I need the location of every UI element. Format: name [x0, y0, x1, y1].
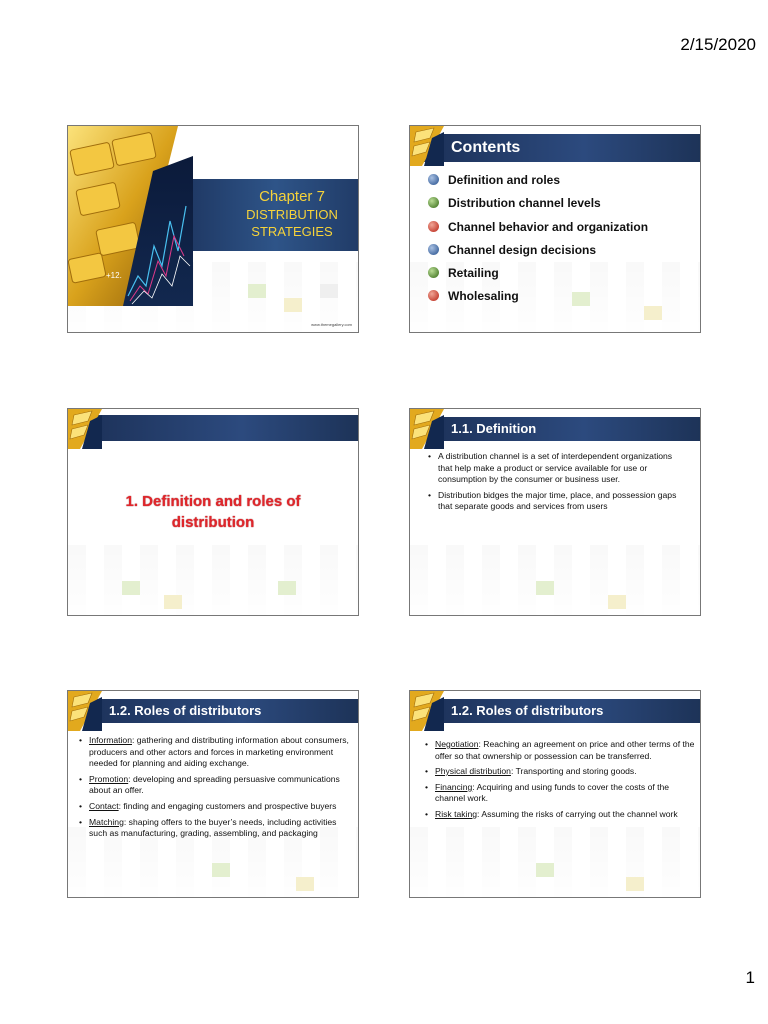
bullet-term: Negotiation [435, 739, 479, 749]
bullet-term: Financing [435, 781, 473, 792]
bullet-item [77, 817, 352, 840]
slide-header-bar [410, 417, 700, 441]
slide-header-bar [68, 415, 358, 441]
gold-bars-image [68, 126, 193, 306]
bullet-item [423, 782, 695, 805]
slide-section-title [67, 408, 359, 616]
website-credit: www.themegallery.com [311, 322, 352, 327]
contents-item-label: Channel behavior and organization [448, 219, 649, 234]
checkered-background [410, 545, 700, 615]
bullet-term: Matching [89, 816, 124, 827]
bullet-term: Physical distribution [435, 766, 511, 777]
chapter-label: Chapter 7 [259, 188, 325, 205]
roles-bullet-list [423, 739, 695, 825]
contents-item-label: Wholesaling [448, 289, 519, 304]
gold-bars-logo-icon [68, 409, 102, 449]
slide-header-bar [410, 699, 700, 723]
bullet-text: : Transporting and storing goods. [510, 766, 637, 777]
bullet-text: : shaping offers to the buyer’s needs, including activities such as manufacturing, grading, assembling, and packaging [89, 816, 337, 839]
bullet-icon [428, 244, 439, 255]
gold-bars-logo-icon [410, 126, 444, 166]
bullet-item [77, 774, 352, 797]
contents-item[interactable] [428, 288, 648, 311]
chapter-title [218, 206, 359, 240]
bullet-term: Risk taking [435, 808, 478, 819]
bullet-text: : Assuming the risks of carrying out the channel work [477, 808, 678, 819]
gold-bars-logo-icon [410, 691, 444, 731]
slide-header-bar [410, 134, 700, 162]
section-title [98, 491, 328, 533]
roles-bullet-list [77, 735, 352, 844]
bullet-icon [428, 197, 439, 208]
slide-title: 1.1. Definition [451, 421, 537, 436]
contents-item[interactable] [428, 219, 648, 242]
bullet-item [423, 739, 695, 762]
bullet-icon [428, 290, 439, 301]
chapter-title-line-1: DISTRIBUTION [246, 207, 338, 222]
bullet-text: : gathering and distributing information about consumers, producers and other actors and forces in marketing environment needed for planning and aiding exchange. [89, 735, 349, 769]
contents-item-label: Retailing [448, 266, 499, 281]
gold-bars-logo-icon [68, 691, 102, 731]
contents-item[interactable] [428, 172, 648, 195]
slide-title: 1.2. Roles of distributors [451, 703, 604, 718]
bullet-term: Promotion [89, 773, 129, 784]
svg-text:+12.: +12. [106, 271, 122, 280]
contents-item[interactable] [428, 242, 648, 265]
section-title-line-1: 1. Definition and roles of [125, 493, 301, 510]
bullet-icon [428, 221, 439, 232]
bullet-item [423, 809, 695, 821]
bullet-icon [428, 267, 439, 278]
bullet-item [423, 766, 695, 778]
bullet-text: : developing and spreading persuasive communications about an offer. [89, 773, 340, 796]
bullet-text: : finding and engaging customers and prospective buyers [118, 800, 337, 811]
print-date: 2/15/2020 [680, 35, 756, 54]
slide-title: 1.2. Roles of distributors [109, 703, 262, 718]
checkered-background [68, 545, 358, 615]
slide-header-bar [68, 699, 358, 723]
slide-roles-2 [409, 690, 701, 898]
bullet-item: • A distribution channel is a set of interdependent organizations that help make a product or service available for use or consumption by the consumer or business user. [426, 451, 688, 486]
contents-item-label: Channel design decisions [448, 242, 597, 257]
gold-bars-logo-icon [410, 409, 444, 449]
bullet-item [77, 735, 352, 770]
bullet-term: Contact [89, 800, 119, 811]
definition-bullet-list [426, 451, 688, 517]
slide-definition [409, 408, 701, 616]
contents-item-label: Definition and roles [448, 173, 561, 187]
slide-roles-1 [67, 690, 359, 898]
section-title-line-2: distribution [171, 514, 255, 531]
slide-chapter-title [67, 125, 359, 333]
page-number: 1 [745, 968, 755, 987]
bullet-item: • Distribution bidges the major time, place, and possession gaps that separate goods and services from users [426, 490, 688, 513]
bullet-term: Information [89, 735, 132, 745]
chapter-title-line-2: STRATEGIES [251, 224, 333, 239]
bullet-text: : Reaching an agreement on price and other terms of the offer so that ownership or possession can be transferred. [435, 739, 695, 761]
contents-list [428, 172, 648, 312]
contents-item[interactable] [428, 195, 648, 218]
contents-item[interactable] [428, 265, 648, 288]
contents-item-label: Distribution channel levels [448, 196, 601, 211]
bullet-text: : Acquiring and using funds to cover the costs of the channel work. [435, 781, 670, 804]
bullet-icon [428, 174, 439, 185]
checkered-background [410, 827, 700, 897]
bullet-item [77, 801, 352, 813]
slide-contents [409, 125, 701, 333]
slide-title: Contents [451, 139, 521, 156]
